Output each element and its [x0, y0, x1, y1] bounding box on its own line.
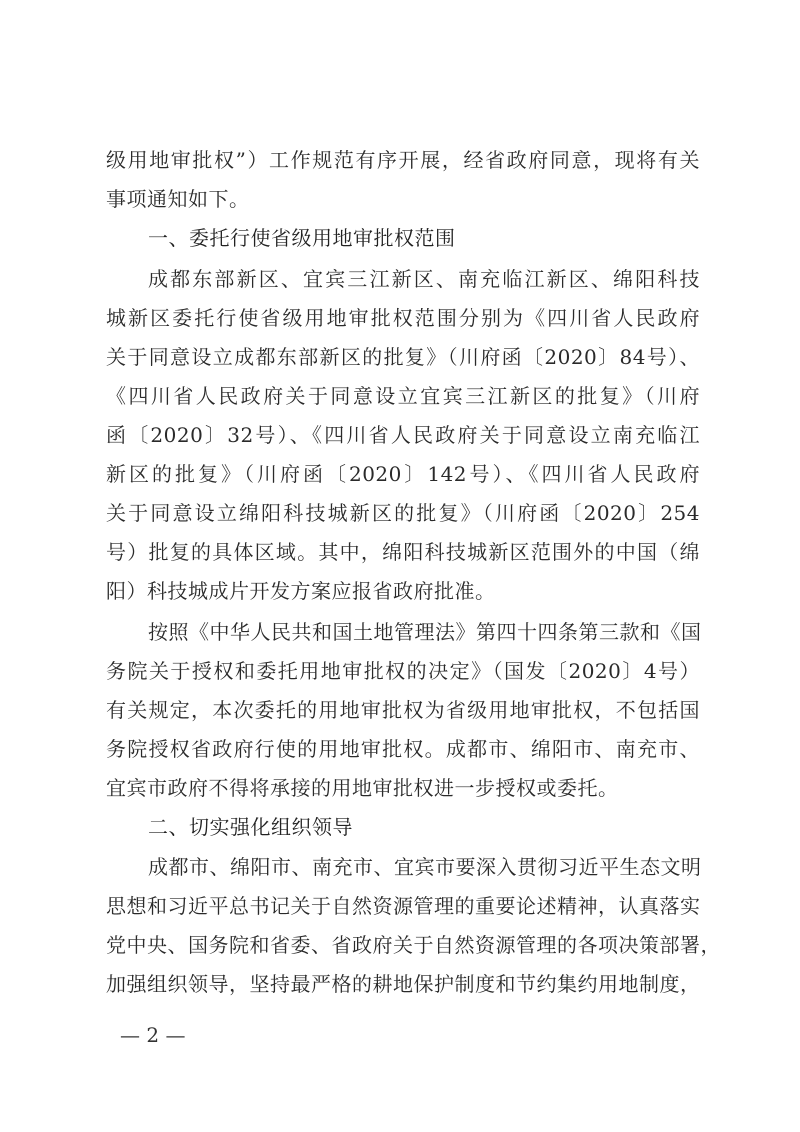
- paragraph-line: 级用地审批权”）工作规范有序开展，经省政府同意，现将有关: [106, 148, 700, 172]
- paragraph-line: 思想和习近平总书记关于自然资源管理的重要论述精神，认真落实: [106, 894, 701, 918]
- section-heading-2: 二、切实强化组织领导: [148, 815, 353, 839]
- paragraph-line: 关于同意设立成都东部新区的批复》（川府函〔2020〕84号）、: [106, 345, 700, 369]
- paragraph-line: 按照《中华人民共和国土地管理法》第四十四条第三款和《国: [148, 620, 702, 644]
- paragraph-line: 关于同意设立绵阳科技城新区的批复》（川府函〔2020〕254: [106, 501, 700, 525]
- page-number: — 2 —: [120, 1023, 186, 1047]
- section-heading-1: 一、委托行使省级用地审批权范围: [148, 226, 456, 250]
- paragraph-line: 加强组织领导，坚持最严格的耕地保护制度和节约集约用地制度，: [106, 972, 701, 996]
- paragraph-line: 新区的批复》（川府函〔2020〕142号）、《四川省人民政府: [106, 462, 700, 486]
- paragraph-line: 号）批复的具体区域。其中，绵阳科技城新区范围外的中国（绵: [106, 540, 700, 564]
- paragraph-line: 务院授权省政府行使的用地审批权。成都市、绵阳市、南充市、: [106, 737, 700, 761]
- paragraph-line: 成都市、绵阳市、南充市、宜宾市要深入贯彻习近平生态文明: [148, 855, 702, 879]
- paragraph-line: 城新区委托行使省级用地审批权范围分别为《四川省人民政府: [106, 306, 700, 330]
- paragraph-line: 事项通知如下。: [106, 187, 250, 211]
- paragraph-line: 宜宾市政府不得将承接的用地审批权进一步授权或委托。: [106, 776, 619, 800]
- paragraph-line: 函〔2020〕32号）、《四川省人民政府关于同意设立南充临江: [106, 423, 700, 447]
- paragraph-line: 务院关于授权和委托用地审批权的决定》（国发〔2020〕4号）: [106, 659, 700, 683]
- paragraph-line: 党中央、国务院和省委、省政府关于自然资源管理的各项决策部署，: [106, 933, 721, 957]
- paragraph-line: 成都东部新区、宜宾三江新区、南充临江新区、绵阳科技: [148, 267, 700, 291]
- paragraph-line: 《四川省人民政府关于同意设立宜宾三江新区的批复》（川府: [106, 384, 700, 408]
- paragraph-line: 有关规定，本次委托的用地审批权为省级用地审批权，不包括国: [106, 698, 700, 722]
- paragraph-line: 阳）科技城成片开发方案应报省政府批准。: [106, 579, 496, 603]
